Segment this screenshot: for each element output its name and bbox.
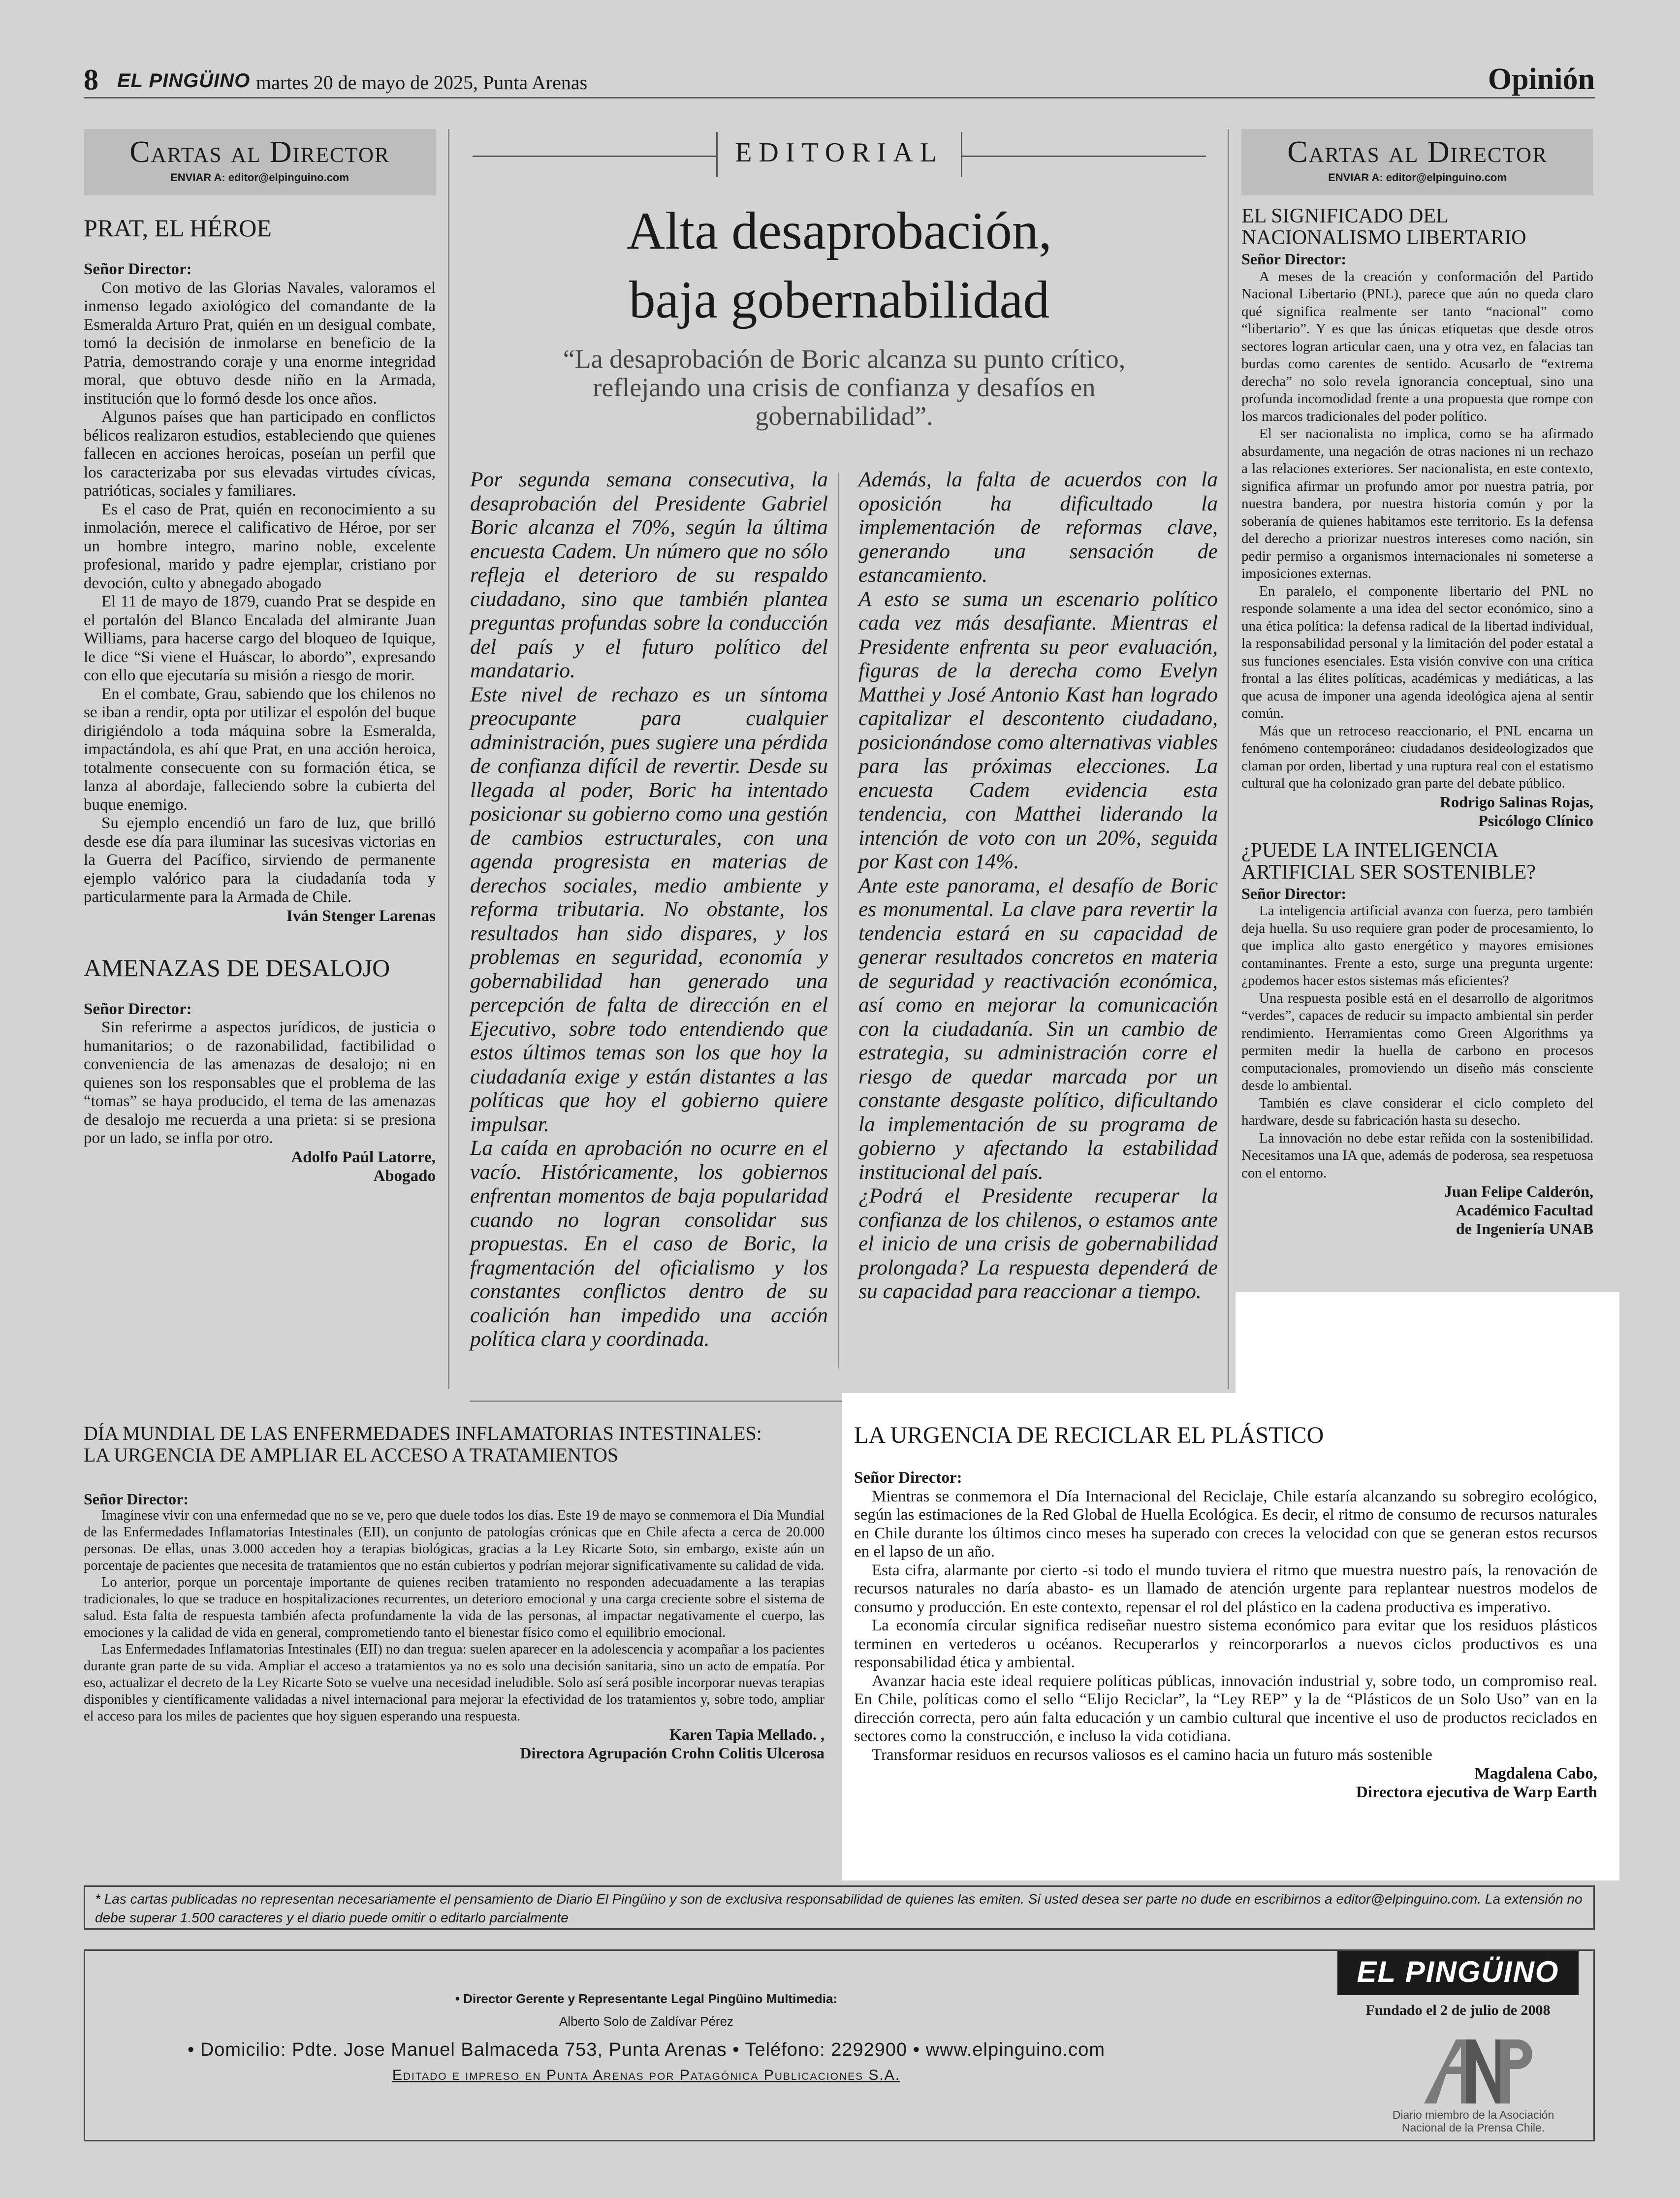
anp-caption: Diario miembro de la Asociación Nacional de la Prensa Chile.	[1392, 2108, 1554, 2134]
page-header	[84, 59, 1595, 98]
paragraph: Una respuesta posible está en el desarrollo de algoritmos “verdes”, capaces de reducir su impacto ambiental sin perder rendimiento. Herramientas como Green Algorithms ya permiten medir la huella de carbono en procesos computacionales, promoviendo un diseño más consciente desde lo ambiental.	[1241, 990, 1593, 1093]
paragraph: Este nivel de rechazo es un síntoma preocupante para cualquier administración, pues sugiere una pérdida de confianza difícil de revertir. Desde su llegada al poder, Boric ha intentado posicionar su gobierno como una gestión de cambios estructurales, con una agenda progresista en materias de derechos sociales, medio ambiente y reforma tributaria. No obstante, los resultados han sido dispares, y los problemas en seguridad, economía y gobernabilidad han generado una percepción de falta de dirección en el Ejecutivo, sobre todo entendiendo que estos últimos temas son los que hoy la ciudadanía exige y están distantes a las políticas que hoy el gobierno quiere impulsar.	[470, 682, 828, 1136]
signature: Rodrigo Salinas Rojas, Psicólogo Clínico	[1439, 793, 1593, 829]
printed-line: Editado e impreso en Punta Arenas por Patagónica Publicaciones S.A.	[392, 2067, 901, 2083]
paragraph: En el combate, Grau, sabiendo que los chilenos no se iban a rendir, opta por utilizar el espolón del buque dirigiéndolo a toda máquina sobre la Esmeralda, impactándola, es ahí que Prat, en una acción heroica, totalmente consecuente con su formación ética, se lanza al abordaje, falleciendo sobre la cubierta del buque enemigo.	[84, 685, 436, 814]
rule-line	[962, 156, 1206, 157]
signature: Magdalena Cabo, Directora ejecutiva de Warp Earth	[1356, 1765, 1597, 1801]
letter-eii	[84, 1423, 824, 1762]
paragraph: Lo anterior, porque un porcentaje importante de quienes reciben tratamiento no responden adecuadamente a las terapias tradicionales, lo que se traduce en hospitalizaciones recurrentes, un deterioro emocional y una carga creciente sobre el sistema de salud. Esta falta de respuesta también afecta profundamente la vida de las personas, al impactar negativamente el cuerpo, las emociones y la calidad de vida en general, comprometiendo tanto el bienestar físico como el equilibrio emocional.	[84, 1575, 824, 1640]
editorial-column-2	[858, 468, 1218, 1304]
signature: Karen Tapia Mellado. , Directora Agrupación Crohn Colitis Ulcerosa	[520, 1725, 824, 1762]
footer-box	[84, 1949, 1595, 2141]
letter-reciclaje	[854, 1423, 1597, 1802]
page-number: 8	[84, 64, 98, 96]
cartas-title: Cartas al Director	[1287, 135, 1548, 169]
section-title: Opinión	[1488, 63, 1595, 96]
paragraph: Esta cifra, alarmante por cierto -si todo el mundo tuviera el ritmo que muestra nuestro país, la renovación de recursos naturales no daría abasto- es un llamado de atención urgente para replantear nuestros modelos de consumo y producción. En este contexto, repensar el rol del plástico en la cadena productiva es imperativo.	[854, 1561, 1597, 1616]
editorial-headline	[473, 197, 1206, 335]
masthead-small: EL PINGÜINO	[117, 70, 251, 92]
cartas-header-left	[84, 129, 436, 195]
letter-title: DÍA MUNDIAL DE LAS ENFERMEDADES INFLAMATORIAS INTESTINALES: LA URGENCIA DE AMPLIAR EL ACCESO A TRATAMIENTOS	[84, 1422, 762, 1466]
paragraph: Ante este panorama, el desafío de Boric es monumental. La clave para revertir la tendencia estará en su capacidad de generar resultados concretos en materia de seguridad y reactivación económica, así como en mejorar la comunicación con la ciudadanía. Sin un cambio de estrategia, su administración corre el riesgo de quedar marcada por un constante desgaste político, dificultando la implementación de su programa de gobierno y afectando la estabilidad institucional del país.	[858, 873, 1218, 1184]
letter-desalojo	[84, 955, 436, 1185]
paragraph: El ser nacionalista no implica, como se ha afirmado absurdamente, una negación de otras naciones ni un rechazo a las relaciones exteriores. Ser nacionalista, en este contexto, significa afirmar un profundo amor por nuestra patria, por nuestra bandera, por nuestra historia común y por la soberanía de quienes habitamos este territorio. Es la defensa del derecho a priorizar nuestros intereses como nación, sin pedir permiso a organismos internacionales ni someterse a imposiciones externas.	[1241, 426, 1593, 581]
letter-title: ¿PUEDE LA INTELIGENCIA ARTIFICIAL SER SOSTENIBLE?	[1241, 839, 1536, 884]
cartas-email: ENVIAR A: editor@elpinguino.com	[1328, 171, 1507, 184]
paragraph: En paralelo, el componente libertario del PNL no responde solamente a una idea del sector económico, sino a una ética política: la defensa radical de la libertad individual, la responsabilidad personal y la limitación del poder estatal a sus funciones esenciales. Esta visión convive con una crítica frontal a las élites políticas, académicas y mediáticas, a las que acusa de imponer una agenda ideológica ajena al sentir común.	[1241, 583, 1593, 721]
letter-title: AMENAZAS DE DESALOJO	[84, 954, 390, 982]
paragraph: También es clave considerar el ciclo completo del hardware, desde su fabricación hasta su desecho.	[1241, 1095, 1593, 1128]
paragraph: El 11 de mayo de 1879, cuando Prat se despide en el portalón del Blanco Encalada del almirante Juan Williams, para hacerse cargo del bloqueo de Iquique, le dice “Si viene el Huáscar, lo abordo”, expresando con ello que ejecutaría su misión a riesgo de morir.	[84, 593, 436, 684]
paragraph: La innovación no debe estar reñida con la sostenibilidad. Necesitamos una IA que, además de poderosa, sea respetuosa con el entorno.	[1241, 1130, 1593, 1181]
paragraph: Mientras se conmemora el Día Internacional del Reciclaje, Chile estaría alcanzando su sobregiro ecológico, según las estimaciones de la Red Global de Huella Ecológica. Es decir, el ritmo de consumo de recursos naturales en Chile durante los últimos cinco meses ha superado con creces la velocidad con que se generan estos recursos en el lapso de un año.	[854, 1487, 1597, 1561]
column-rule	[838, 473, 839, 1369]
date-line: martes 20 de mayo de 2025, Punta Arenas	[256, 71, 588, 94]
paragraph: Imagínese vivir con una enfermedad que no se ve, pero que duele todos los días. Este 19 de mayo se conmemora el Día Mundial de las Enfermedades Inflamatorias Intestinales (EII), un conjunto de patologías crónicas que en Chile afecta a cerca de 20.000 personas. De ellas, unas 3.000 acceden hoy a terapias biológicas, gracias a la Ley Ricarte Soto, sin embargo, existe aún un porcentaje de pacientes que necesita de tratamientos que no están cubiertos y podrían mejorar significativamente su calidad de vida.	[84, 1508, 824, 1573]
editorial-column-1	[470, 468, 828, 1351]
headline-line: baja gobernabilidad	[629, 271, 1050, 329]
paragraph: A meses de la creación y conformación del Partido Nacional Libertario (PNL), parece que aún no queda claro qué significa realmente ser tanto “nacional” como “libertario”. Y es que las únicas etiquetas que desde otros sectores logran articular caen, una y otra vez, en falacias tan burdas como carentes de sentido. Acusarlo de “extrema derecha” no solo revela ignorancia conceptual, sino una profunda incomodidad frente a una propuesta que rompe con los marcos tradicionales del poder político.	[1241, 268, 1593, 424]
salutation: Señor Director:	[1241, 250, 1346, 268]
signature: Juan Felipe Calderón, Académico Facultad de Ingeniería UNAB	[1444, 1182, 1593, 1238]
paragraph: Sin referirme a aspectos jurídicos, de justicia o humanitarios; o de razonabilidad, factibilidad o conveniencia de las amenazas de desalojo; ni en quienes son los responsables que el problema de las “tomas” se haya producido, el tema de las amenazas de desalojo me recuerda a una prieta: si se presiona por un lado, se infla por otro.	[84, 1019, 436, 1147]
paragraph: Avanzar hacia este ideal requiere políticas públicas, innovación industrial y, sobre todo, un compromiso real. En Chile, políticas como el sello “Elijo Reciclar”, la “Ley REP” y la de “Plásticos de un Solo Uso” van en la dirección correcta, pero aún falta educación y un cambio cultural que incentive el uso de productos reciclados en sectores como la construcción, e incluso la vida cotidiana.	[854, 1672, 1597, 1745]
masthead-logo: EL PINGÜINO	[1337, 1951, 1579, 1995]
paragraph: Es el caso de Prat, quién en reconocimiento a su inmolación, merece el calificativo de Héroe, por ser un hombre integro, marino noble, excelente profesional, marido y padre ejemplar, cristiano por devoción, culto y abnegado abogado	[84, 500, 436, 592]
salutation: Señor Director:	[84, 1490, 189, 1508]
director-name: Alberto Solo de Zaldívar Pérez	[559, 2014, 734, 2029]
letter-title: EL SIGNIFICADO DEL NACIONALISMO LIBERTARIO	[1241, 205, 1526, 249]
column-rule	[448, 129, 449, 1389]
paragraph: La economía circular significa rediseñar nuestro sistema económico para evitar que los residuos plásticos terminen en vertederos u océanos. Recuperarlos y reincorporarlos a nuevos ciclos productivos es una responsabilidad ética y ambiental.	[854, 1617, 1597, 1671]
anp-logo-icon	[1414, 2020, 1532, 2118]
paragraph: ¿Podrá el Presidente recuperar la confianza de los chilenos, o estamos ante el inicio de una crisis de gobernabilidad prolongada? La respuesta dependerá de su capacidad para reaccionar a tiempo.	[858, 1184, 1218, 1303]
editorial-pullquote: “La desaprobación de Boric alcanza su punto crítico, reflejando una crisis de confianza y desafíos en gobernabilidad”.	[563, 344, 1126, 431]
paragraph: Las Enfermedades Inflamatorias Intestinales (EII) no dan tregua: suelen aparecer en la adolescencia y acompañar a los pacientes durante gran parte de su vida. Ampliar el acceso a tratamientos ya no es solo una decisión sanitaria, sino un acto de empatía. Por eso, actualizar el decreto de la Ley Ricarte Soto se vuelve una necesidad ineludible. Solo así será posible incorporar nuevas terapias disponibles y científicamente validadas a nivel internacional para mejorar la efectividad de los tratamientos y, sobre todo, ampliar el acceso para los miles de pacientes que hoy siguen esperando una respuesta.	[84, 1642, 824, 1724]
letter-prat	[84, 215, 436, 925]
editorial-label-wrap	[473, 132, 1206, 171]
headline-line: Alta desaprobación,	[627, 202, 1052, 260]
paragraph: Transformar residuos en recursos valiosos es el camino hacia un futuro más sostenible	[872, 1746, 1432, 1764]
salutation: Señor Director:	[1241, 884, 1346, 902]
director-label: • Director Gerente y Representante Legal Pingüino Multimedia:	[455, 1991, 838, 2006]
salutation: Señor Director:	[84, 1000, 192, 1018]
cartas-email: ENVIAR A: editor@elpinguino.com	[170, 171, 349, 184]
right-column	[1227, 129, 1618, 1409]
paragraph: A esto se suma un escenario político cada vez más desafiante. Mientras el Presidente enfrenta su peor evaluación, figuras de la derecha como Evelyn Matthei y José Antonio Kast han logrado capitalizar el descontento ciudadano, posicionándose como alternativas viables para las próximas elecciones. La encuesta Cadem evidencia esta tendencia, con Matthei liderando la intención de voto con un 20%, seguida por Kast con 14%.	[858, 587, 1218, 873]
paragraph: Con motivo de las Glorias Navales, valoramos el inmenso legado axiológico del comandante de la Esmeralda Arturo Prat, quién en un desigual combate, tomó la decisión de inmolarse en beneficio de la Patria, demostrando coraje y una enorme integridad moral, que obtuvo desde niño en la Armada, institución que lo formó desde los once años.	[84, 279, 436, 408]
cartas-title: Cartas al Director	[129, 135, 390, 169]
paragraph: Su ejemplo encendió un faro de luz, que brilló desde ese día para iluminar las sucesivas victorias en la Guerra del Pacífico, sirviendo de permanente ejemplo valórico para la ciudadanía toda y particularmente para la Armada de Chile.	[84, 814, 436, 906]
paragraph: La inteligencia artificial avanza con fuerza, pero también deja huella. Su uso requiere gran poder de procesamiento, lo que implica alto gasto energético y mayores emisiones contaminantes. Frente a esto, surge una pregunta urgente: ¿podemos hacer estos sistemas más eficientes?	[1241, 903, 1593, 988]
letter-title: PRAT, EL HÉROE	[84, 214, 272, 242]
paragraph: La caída en aprobación no ocurre en el vacío. Históricamente, los gobiernos enfrentan momentos de baja popularidad cuando no logran consolidar sus propuestas. En el caso de Boric, la fragmentación del oficialismo y los constantes conflictos dentro de su coalición han impedido una acción política clara y coordinada.	[470, 1136, 828, 1351]
rule-line	[473, 156, 716, 157]
contact-line: • Domicilio: Pdte. Jose Manuel Balmaceda 753, Punta Arenas • Teléfono: 2292900 • www.elpinguino.com	[187, 2039, 1106, 2060]
left-column	[84, 129, 436, 1185]
editorial-label: EDITORIAL	[716, 132, 962, 177]
founded-line: Fundado el 2 de julio de 2008	[1365, 2002, 1551, 2018]
paragraph: Algunos países que han participado en conflictos bélicos realizaron estudios, estableciendo que quienes fallecen en acciones heroicas, poseían un perfil que los caracterizaba por sus elevadas virtudes cívicas, patrióticas, sociales y familiares.	[84, 408, 436, 500]
signature: Iván Stenger Larenas	[286, 907, 436, 925]
signature: Adolfo Paúl Latorre, Abogado	[291, 1148, 436, 1185]
paragraph: Además, la falta de acuerdos con la oposición ha dificultado la implementación de reformas clave, generando una sensación de estancamiento.	[858, 468, 1218, 587]
salutation: Señor Director:	[854, 1469, 962, 1487]
recycling-letter-box-ext	[1236, 1292, 1619, 1398]
letter-title: LA URGENCIA DE RECICLAR EL PLÁSTICO	[854, 1422, 1324, 1448]
paragraph: Más que un retroceso reaccionario, el PNL encarna un fenómeno contemporáneo: ciudadanos desideologizados que claman por orden, libertad y una ruptura real con el estatismo cultural que ha colonizado gran parte del debate público.	[1241, 723, 1593, 791]
salutation: Señor Director:	[84, 260, 192, 278]
disclaimer: * Las cartas publicadas no representan necesariamente el pensamiento de Diario El Pingüino y son de exclusiva responsabilidad de quienes las emiten. Si usted desea ser parte no dude en escribirnos a editor@elpinguino.com. La extensión no debe superar 1.500 caracteres y el diario puede omitir o editarlo parcialmente	[84, 1885, 1595, 1930]
paragraph: Por segunda semana consecutiva, la desaprobación del Presidente Gabriel Boric alcanza el 70%, según la última encuesta Cadem. Un número que no sólo refleja el deterioro de su respaldo ciudadano, sino que también plantea preguntas profundas sobre la conducción del país y el futuro político del mandatario.	[470, 468, 828, 682]
